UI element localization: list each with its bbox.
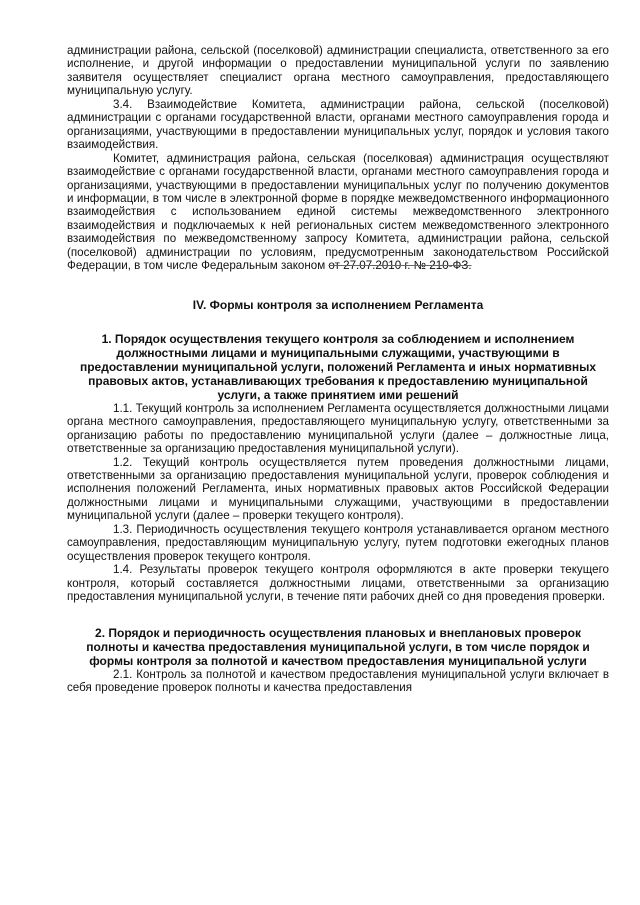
- paragraph-1-4: 1.4. Результаты проверок текущего контроля оформляются в акте проверки текущего контроля, который составляется должностными лицами, ответственными за организацию предоставления муниципальной услуги, в течение пяти рабочих дней со дня проведения проверки.: [67, 563, 609, 604]
- subsection-title-1: 1. Порядок осуществления текущего контроля за соблюдением и исполнением должностными лицами и муниципальными служащими, участвующими в предоставлении муниципальной услуги, положений Регламента и иных нормативных правовых актов, устанавливающих требования к предоставлению муниципальной услуги, а также принятием ими решений: [79, 331, 597, 402]
- paragraph-1-2: 1.2. Текущий контроль осуществляется путем проведения должностными лицами, ответственными за организацию предоставления муниципальной услуги, проверок соблюдения и исполнения положений Регламента, иных нормативных правовых актов Российской Федерации должностными лицами и муниципальными служащими, участвующими в предоставлении муниципальной услуги (далее – проверки текущего контроля).: [67, 455, 609, 523]
- paragraph-3-4: 3.4. Взаимодействие Комитета, администрации района, сельской (поселковой) администрации с органами государственной власти, органами местного самоуправления города и организациями, участвующими в предоставлении муниципальных услуг, порядок и условия такого взаимодействия.: [67, 97, 609, 152]
- section-title-iv: IV. Формы контроля за исполнением Регламента: [192, 297, 484, 312]
- paragraph-1-1: 1.1. Текущий контроль за исполнением Регламента осуществляется должностными лицами органа местного самоуправления, предоставляющего муниципальную услугу, ответственными за организацию работы по предоставлению муниципальной услуги (далее – должностные лица, ответственные за организацию предоставления муниципальной услуги).: [67, 401, 609, 456]
- struck-law-reference: от 27.07.2010 г. № 210-ФЗ.: [328, 259, 472, 273]
- paragraph-interaction: [67, 152, 609, 273]
- paragraph-2-1: 2.1. Контроль за полнотой и качеством предоставления муниципальной услуги включает в себя проведение проверок полноты и качества предоставления: [67, 667, 609, 694]
- paragraph-1-3: 1.3. Периодичность осуществления текущего контроля устанавливается органом местного самоуправления, предоставляющим муниципальную услугу, путем подготовки ежегодных планов осуществления проверок текущего контроля.: [67, 522, 609, 563]
- subsection-title-2: 2. Порядок и периодичность осуществления плановых и внеплановых проверок полноты и качества предоставления муниципальной услуги, в том числе порядок и формы контроля за полнотой и качеством предоставления муниципальной услуги: [86, 625, 590, 668]
- paragraph-top-1: администрации района, сельской (поселковой) администрации специалиста, ответственного за его исполнение, и другой информации о предоставлении муниципальной услуги по заявлению заявителя осуществляет специалист органа местного самоуправления, предоставляющего муниципальную услугу.: [67, 44, 609, 98]
- paragraph-interaction-text: Комитет, администрация района, сельская (поселковая) администрация осуществляют взаимодействие с органами государственной власти, органами местного самоуправления города и организациями, участвующими в предоставлении муниципальных услуг по получению документов и информации, в том числе в электронной форме в порядке межведомственного информационного взаимодействия с использованием единой системы межведомственного электронного взаимодействия и подключаемых к ней региональных систем межведомственного электронного взаимодействия по межведомственному запросу Комитета, администрации района, сельской (поселковой) администрации по условиям, предусмотренным законодательством Российской Федерации, в том числе Федеральным законом: [67, 151, 609, 273]
